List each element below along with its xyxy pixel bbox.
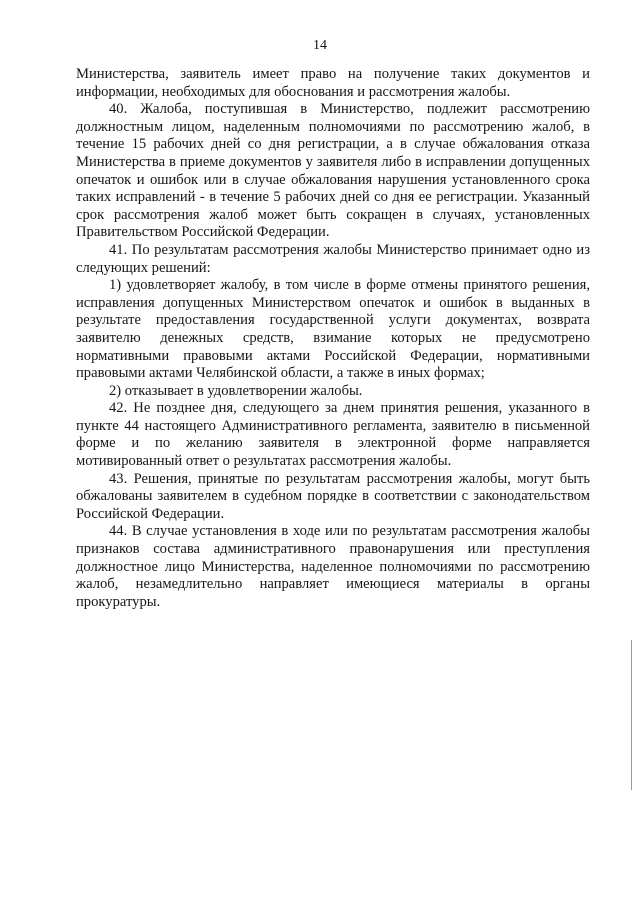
paragraph-42: 42. Не позднее дня, следующего за днем принятия решения, указанного в пункте 44 настоящего Административного регламента, заявителю в письменной форме и по желанию заявителя в электронной форме направляется мотивированный ответ о результатах рассмотрения жалобы. bbox=[76, 400, 590, 470]
scan-edge-mark bbox=[631, 640, 632, 790]
paragraph-44: 44. В случае установления в ходе или по результатам рассмотрения жалобы признаков состава административного правонарушения или преступления должностное лицо Министерства, наделенное полномочиями по рассмотрению жалоб, незамедлительно направляет имеющиеся материалы в органы прокуратуры. bbox=[76, 523, 590, 610]
document-body bbox=[76, 66, 590, 611]
paragraph-41-item-1: 1) удовлетворяет жалобу, в том числе в форме отмены принятого решения, исправления допущенных Министерством опечаток и ошибок в выданных в результате предоставления государственной услуги документах, возврата заявителю денежных средств, взимание которых не предусмотрено нормативными правовыми актами Российской Федерации, нормативными правовыми актами Челябинской области, а также в иных формах; bbox=[76, 277, 590, 382]
paragraph-41-item-2: 2) отказывает в удовлетворении жалобы. bbox=[109, 382, 363, 399]
paragraph-40: 40. Жалоба, поступившая в Министерство, подлежит рассмотрению должностным лицом, наделенным полномочиями по рассмотрению жалоб, в течение 15 рабочих дней со дня регистрации, а в случае обжалования отказа Министерства в приеме документов у заявителя либо в исправлении допущенных опечаток и ошибок или в случае обжалования нарушения установленного срока таких исправлений - в течение 5 рабочих дней со дня ее регистрации. Указанный срок рассмотрения жалоб может быть сокращен в случаях, установленных Правительством Российской Федерации. bbox=[76, 101, 590, 241]
paragraph-43: 43. Решения, принятые по результатам рассмотрения жалобы, могут быть обжалованы заявителем в судебном порядке в соответствии с законодательством Российской Федерации. bbox=[76, 470, 590, 522]
paragraph-continuation: Министерства, заявитель имеет право на получение таких документов и информации, необходимых для обоснования и рассмотрения жалобы. bbox=[76, 66, 590, 100]
paragraph-41: 41. По результатам рассмотрения жалобы Министерство принимает одно из следующих решений: bbox=[76, 241, 590, 276]
page-number: 14 bbox=[313, 38, 327, 53]
